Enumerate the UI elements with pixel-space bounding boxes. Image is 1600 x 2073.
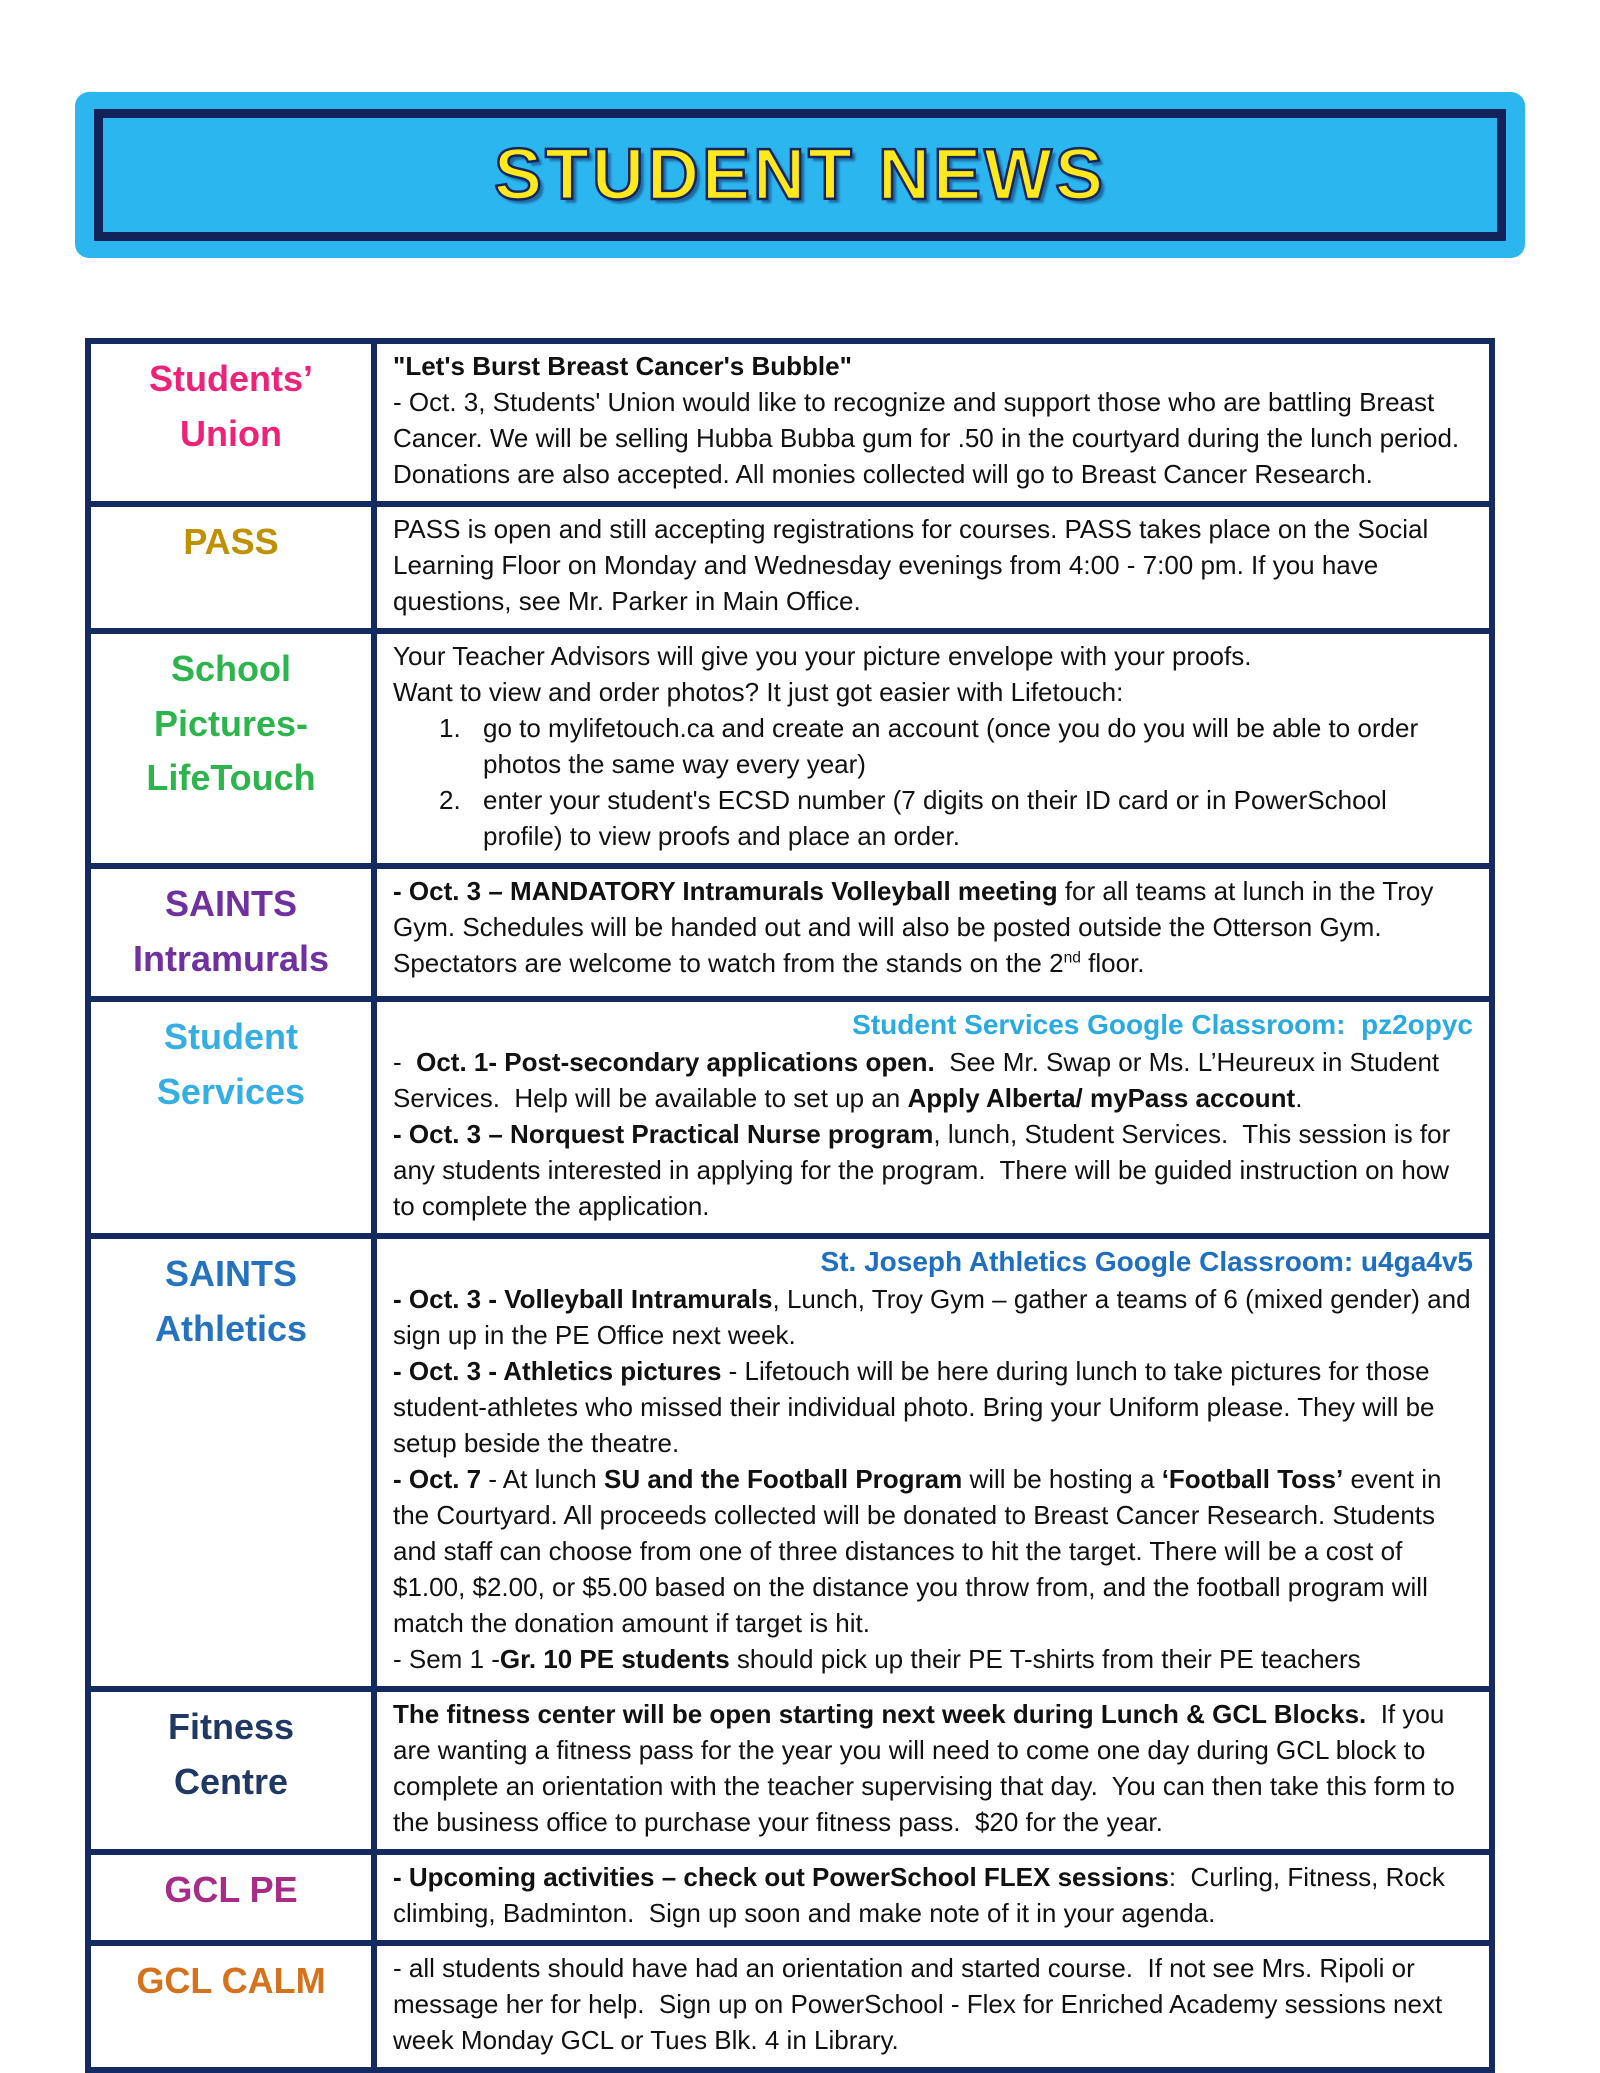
paragraph bbox=[393, 1461, 1473, 1641]
row-label-fitness-centre bbox=[88, 1689, 374, 1852]
row-label-line: LifeTouch bbox=[146, 757, 316, 799]
row-label-line: Athletics bbox=[154, 1308, 308, 1350]
row-content-pass bbox=[374, 504, 1492, 631]
paragraph bbox=[393, 1641, 1473, 1677]
text-segment: Oct. 1- Post-secondary applications open. bbox=[416, 1047, 935, 1078]
student-news-banner bbox=[75, 92, 1525, 258]
text-segment: SU and the Football Program bbox=[603, 1464, 963, 1495]
row-content-school-pictures-lifetouch bbox=[374, 631, 1492, 866]
paragraph bbox=[393, 638, 1473, 674]
text-segment: - bbox=[393, 1047, 417, 1078]
row-label-saints-athletics bbox=[88, 1236, 374, 1689]
row-content-students-union bbox=[374, 341, 1492, 504]
row-label-gcl-pe bbox=[88, 1852, 374, 1943]
text-segment: : Curling, Fitness, Rock climbing, Badminton. Sign up soon and make note of it in your agenda. bbox=[393, 1862, 1453, 1929]
row-content-fitness-centre bbox=[374, 1689, 1492, 1852]
text-segment: enter your student's ECSD number (7 digits on their ID card or in PowerSchool profile) to view proofs and place an order. bbox=[483, 785, 1395, 851]
text-segment: , lunch, Student Services. This session is for any students interested in applying for the program. There will be guided instruction on how to complete the application. bbox=[393, 1119, 1458, 1222]
row-content-gcl-calm bbox=[374, 1943, 1492, 2070]
row-label-line: Fitness bbox=[167, 1706, 295, 1748]
text-segment: - Lifetouch will be here during lunch to take pictures for those student-athletes who missed their individual photo. Bring your Uniform please. They will be setup beside the theatre. bbox=[393, 1356, 1442, 1459]
text-segment: See Mr. Swap or Ms. L’Heureux in Student Services. Help will be available to set up an bbox=[393, 1047, 1447, 1114]
text-segment: go to mylifetouch.ca and create an account (once you do you will be able to order photos the same way every year) bbox=[483, 713, 1426, 779]
row-label-school-pictures-lifetouch bbox=[88, 631, 374, 866]
row-label-line: SAINTS bbox=[164, 1253, 297, 1295]
paragraph bbox=[393, 674, 1473, 710]
text-segment: event in the Courtyard. All proceeds collected will be donated to Breast Cancer Research. Students and staff can choose from one of three distances to hit the target. There will be a cost of $1.00, $2.00, or $5.00 based on the distance you throw from, and the football program will match the donation amount if target is hit. bbox=[393, 1464, 1449, 1639]
row-label-line: PASS bbox=[183, 521, 279, 562]
text-segment: - At lunch bbox=[481, 1464, 604, 1495]
row-label-line: GCL CALM bbox=[136, 1960, 326, 2002]
text-segment: - all students should have had an orientation and started course. If not see Mrs. Ripoli or message her for help. Sign up on PowerSchool - Flex for Enriched Academy sessions next week Monday GCL or Tues Blk. 4 in Library. bbox=[393, 1953, 1450, 2056]
table-row-fitness-centre bbox=[88, 1689, 1492, 1852]
text-segment: , Lunch, Troy Gym – gather a teams of 6 (mixed gender) and sign up in the PE Office next week. bbox=[393, 1284, 1478, 1351]
text-segment: St. Joseph Athletics Google Classroom: u4ga4v5 bbox=[820, 1246, 1473, 1278]
text-segment: will be hosting a bbox=[962, 1464, 1162, 1495]
list-item-text bbox=[483, 782, 1473, 854]
text-segment: floor. bbox=[1080, 948, 1145, 978]
text-segment: - Sem 1 - bbox=[393, 1644, 500, 1675]
row-label-gcl-calm bbox=[88, 1943, 374, 2070]
table-row-pass bbox=[88, 504, 1492, 631]
row-label-line: Intramurals bbox=[132, 937, 330, 979]
paragraph bbox=[393, 1950, 1473, 2058]
table-row-student-services bbox=[88, 999, 1492, 1236]
text-segment: Gr. 10 PE students bbox=[499, 1644, 730, 1675]
row-label-saints-intramurals bbox=[88, 866, 374, 999]
text-segment: should pick up their PE T-shirts from their PE teachers bbox=[729, 1644, 1361, 1675]
google-classroom-header bbox=[393, 1243, 1473, 1281]
row-label-line: GCL PE bbox=[164, 1869, 298, 1911]
paragraph bbox=[393, 511, 1473, 619]
row-label-pass bbox=[88, 504, 374, 631]
text-segment: If you are wanting a fitness pass for the year you will need to come one day during GCL block to complete an orientation with the teacher supervising that day. You can then take this form to the business office to purchase your fitness pass. $20 for the year. bbox=[393, 1699, 1463, 1838]
row-label-line: Student bbox=[164, 1016, 298, 1058]
text-segment: Your Teacher Advisors will give you your picture envelope with your proofs. bbox=[393, 641, 1252, 671]
table-row-school-pictures-lifetouch bbox=[88, 631, 1492, 866]
text-segment: Want to view and order photos? It just got easier with Lifetouch: bbox=[393, 677, 1124, 707]
text-segment: nd bbox=[1063, 949, 1081, 967]
text-segment: Student Services Google Classroom: pz2opyc bbox=[852, 1009, 1473, 1041]
text-segment: - Oct. 3 – MANDATORY Intramurals Volleyball meeting bbox=[393, 876, 1058, 906]
text-segment: - Oct. 7 bbox=[393, 1464, 482, 1495]
list-item bbox=[439, 782, 1473, 854]
table-row-students-union bbox=[88, 341, 1492, 504]
row-label-line: SAINTS bbox=[164, 883, 297, 924]
text-segment: - Oct. 3 - Athletics pictures bbox=[393, 1356, 722, 1387]
google-classroom-header bbox=[393, 1006, 1473, 1044]
table-row-gcl-calm bbox=[88, 1943, 1492, 2070]
paragraph bbox=[393, 348, 1473, 384]
paragraph bbox=[393, 1281, 1478, 1353]
text-segment: - Oct. 3, Students' Union would like to recognize and support those who are battling Breast Cancer. We will be selling Hubba Bubba gum for .50 in the courtyard during the lunch period. Donations are also accepted. All monies collected will go to Breast Cancer Research. bbox=[393, 387, 1467, 489]
row-label-line: Union bbox=[180, 412, 282, 454]
row-content-gcl-pe bbox=[374, 1852, 1492, 1943]
paragraph bbox=[393, 873, 1473, 981]
text-segment: for all teams at lunch in the Troy Gym. Schedules will be handed out and will also be posted outside the Otterson Gym. Spectators are welcome to watch from the stands on the 2 bbox=[393, 876, 1441, 978]
list-number: 2. bbox=[439, 785, 461, 815]
row-label-line: Services bbox=[156, 1071, 306, 1113]
text-segment: PASS is open and still accepting registrations for courses. PASS takes place on the Social Learning Floor on Monday and Wednesday evenings from 4:00 - 7:00 pm. If you have questions, see Mr. Parker in Main Office. bbox=[393, 514, 1436, 616]
paragraph bbox=[393, 1116, 1473, 1224]
row-label-line: Students’ bbox=[148, 358, 313, 399]
news-table-body bbox=[88, 341, 1492, 2070]
news-table bbox=[85, 338, 1495, 2073]
text-segment: Apply Alberta/ myPass account bbox=[907, 1083, 1296, 1114]
table-row-saints-athletics bbox=[88, 1236, 1492, 1689]
table-row-saints-intramurals bbox=[88, 866, 1492, 999]
row-content-student-services bbox=[374, 999, 1492, 1236]
row-label-students-union bbox=[88, 341, 374, 504]
text-segment: The fitness center will be open starting next week during Lunch & GCL Blocks. bbox=[393, 1699, 1367, 1730]
page-title: STUDENT NEWS bbox=[494, 135, 1106, 215]
row-content-saints-intramurals bbox=[374, 866, 1492, 999]
text-segment: . bbox=[1295, 1083, 1303, 1114]
row-label-line: School bbox=[170, 648, 291, 689]
list-item-text bbox=[483, 710, 1473, 782]
text-segment: "Let's Burst Breast Cancer's Bubble" bbox=[393, 351, 852, 381]
paragraph bbox=[393, 384, 1473, 492]
row-content-saints-athletics bbox=[374, 1236, 1492, 1689]
text-segment: - Oct. 3 - Volleyball Intramurals bbox=[393, 1284, 773, 1315]
text-segment: - Upcoming activities – check out PowerSchool FLEX sessions bbox=[393, 1862, 1169, 1893]
paragraph bbox=[393, 1353, 1473, 1461]
row-label-line: Pictures- bbox=[153, 702, 309, 744]
row-label-line: Centre bbox=[173, 1761, 289, 1803]
banner-inner-frame bbox=[94, 109, 1506, 241]
paragraph bbox=[393, 1044, 1473, 1116]
text-segment: - Oct. 3 – Norquest Practical Nurse program bbox=[393, 1119, 934, 1150]
list-number: 1. bbox=[439, 713, 461, 743]
paragraph bbox=[393, 1696, 1473, 1840]
text-segment: ‘Football Toss’ bbox=[1161, 1464, 1344, 1495]
row-label-student-services bbox=[88, 999, 374, 1236]
paragraph bbox=[393, 1859, 1473, 1931]
table-row-gcl-pe bbox=[88, 1852, 1492, 1943]
list-item bbox=[439, 710, 1473, 782]
